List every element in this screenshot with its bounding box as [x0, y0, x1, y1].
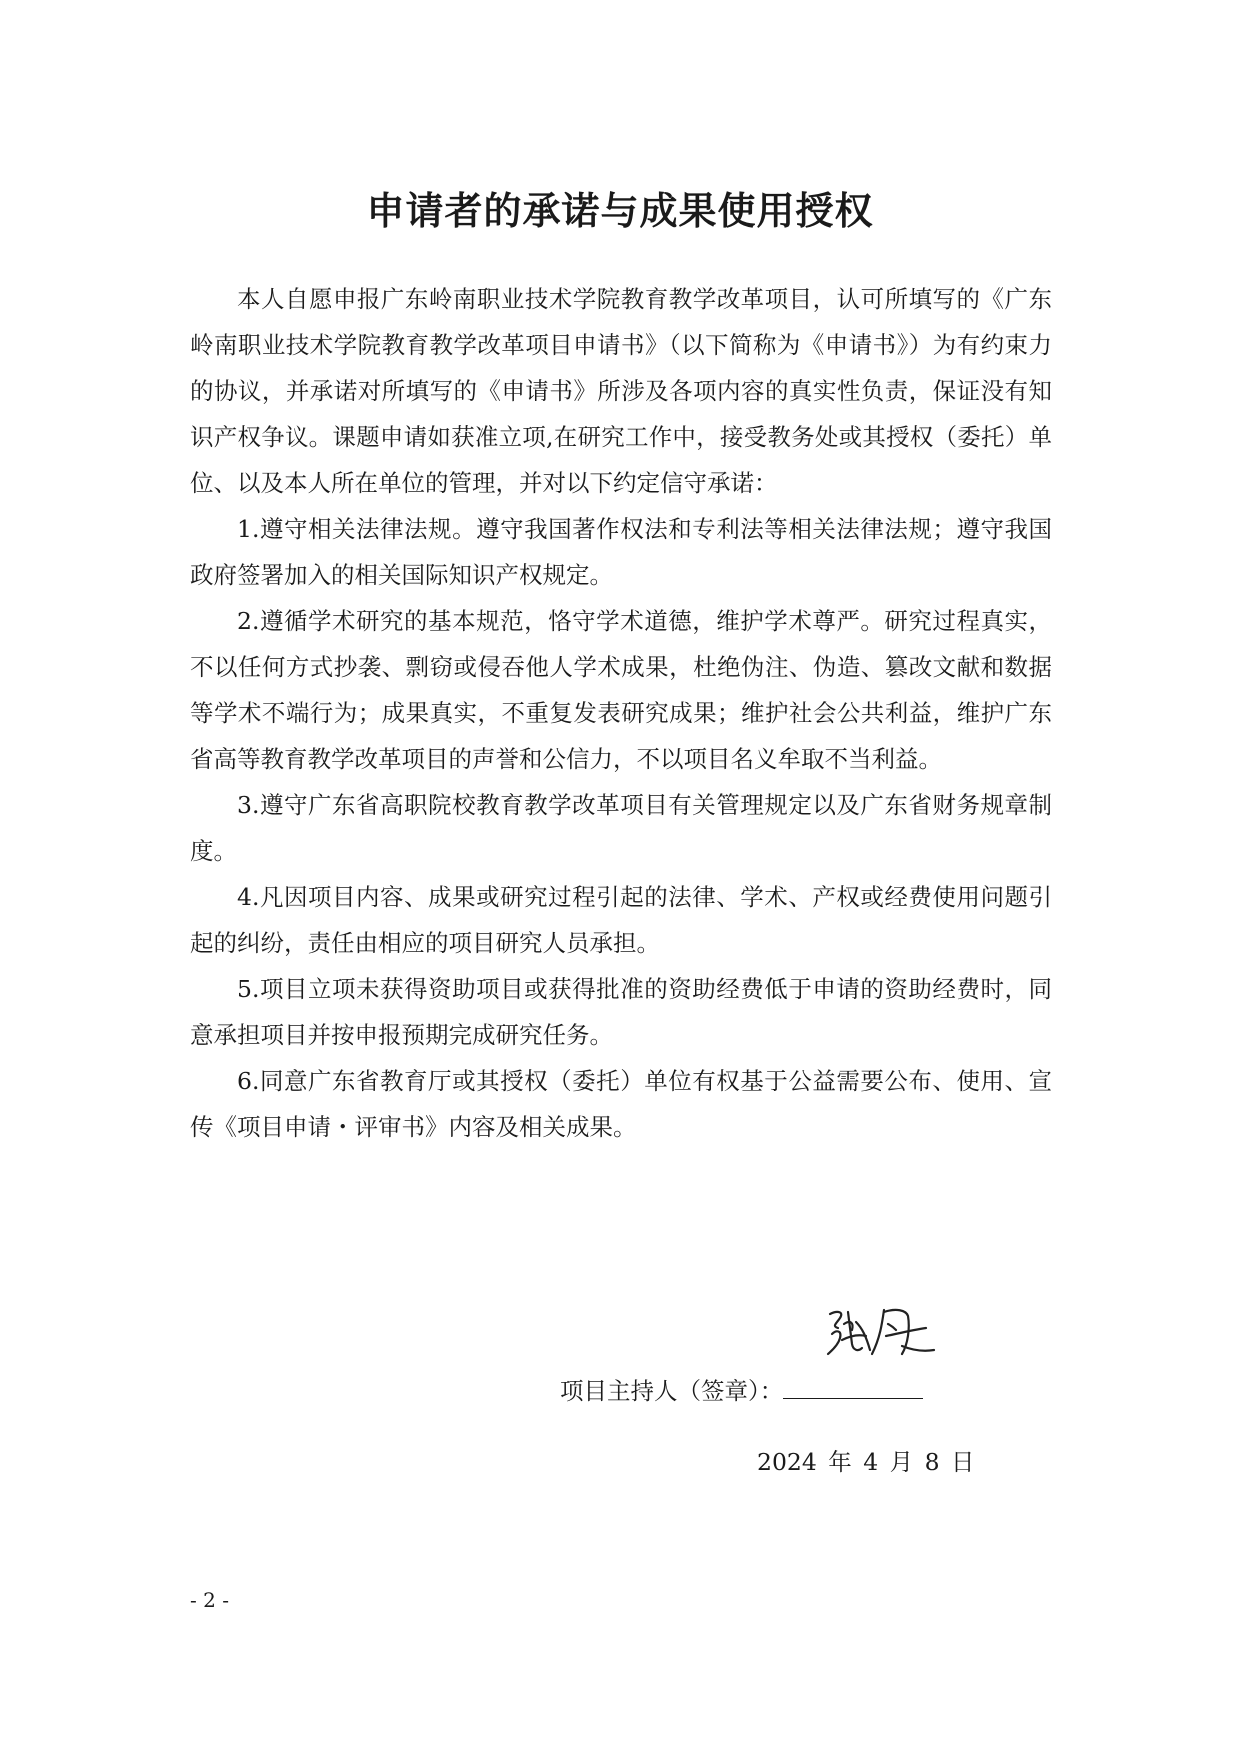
intro-paragraph: 本人自愿申报广东岭南职业技术学院教育教学改革项目，认可所填写的《广东岭南职业技术学院教育教学改革项目申请书》（以下简称为《申请书》）为有约束力的协议，并承诺对所填写的《申请书》所涉及各项内容的真实性负责，保证没有知识产权争议。课题申请如获准立项,在研究工作中，接受教务处或其授权（委托）单位、以及本人所在单位的管理，并对以下约定信守承诺： [190, 285, 1052, 497]
signature-blank-line [783, 1376, 923, 1399]
commitment-item-3: 3.遵守广东省高职院校教育教学改革项目有关管理规定以及广东省财务规章制度。 [190, 791, 1052, 865]
page-number: - 2 - [190, 1588, 229, 1612]
commitment-item-5: 5.项目立项未获得资助项目或获得批准的资助经费低于申请的资助经费时，同意承担项目并按申报预期完成研究任务。 [190, 975, 1052, 1049]
document-title: 申请者的承诺与成果使用授权 [366, 189, 874, 233]
handwritten-signature [822, 1300, 942, 1360]
signing-date: 2024 年 4 月 8 日 [757, 1448, 975, 1476]
signature-area [560, 1300, 960, 1420]
document-body [190, 276, 1052, 1150]
commitment-item-6: 6.同意广东省教育厅或其授权（委托）单位有权基于公益需要公布、使用、宣传《项目申请・评审书》内容及相关成果。 [190, 1067, 1052, 1141]
commitment-item-4: 4.凡因项目内容、成果或研究过程引起的法律、学术、产权或经费使用问题引起的纠纷，责任由相应的项目研究人员承担。 [190, 883, 1052, 957]
signer-label: 项目主持人（签章）： [560, 1377, 784, 1405]
commitment-item-2: 2.遵循学术研究的基本规范，恪守学术道德，维护学术尊严。研究过程真实，不以任何方式抄袭、剽窃或侵吞他人学术成果，杜绝伪注、伪造、篡改文献和数据等学术不端行为；成果真实，不重复发表研究成果；维护社会公共利益，维护广东省高等教育教学改革项目的声誉和公信力，不以项目名义牟取不当利益。 [190, 607, 1052, 773]
signer-line [560, 1372, 923, 1406]
commitment-item-1: 1.遵守相关法律法规。遵守我国著作权法和专利法等相关法律法规；遵守我国政府签署加入的相关国际知识产权规定。 [190, 515, 1052, 589]
